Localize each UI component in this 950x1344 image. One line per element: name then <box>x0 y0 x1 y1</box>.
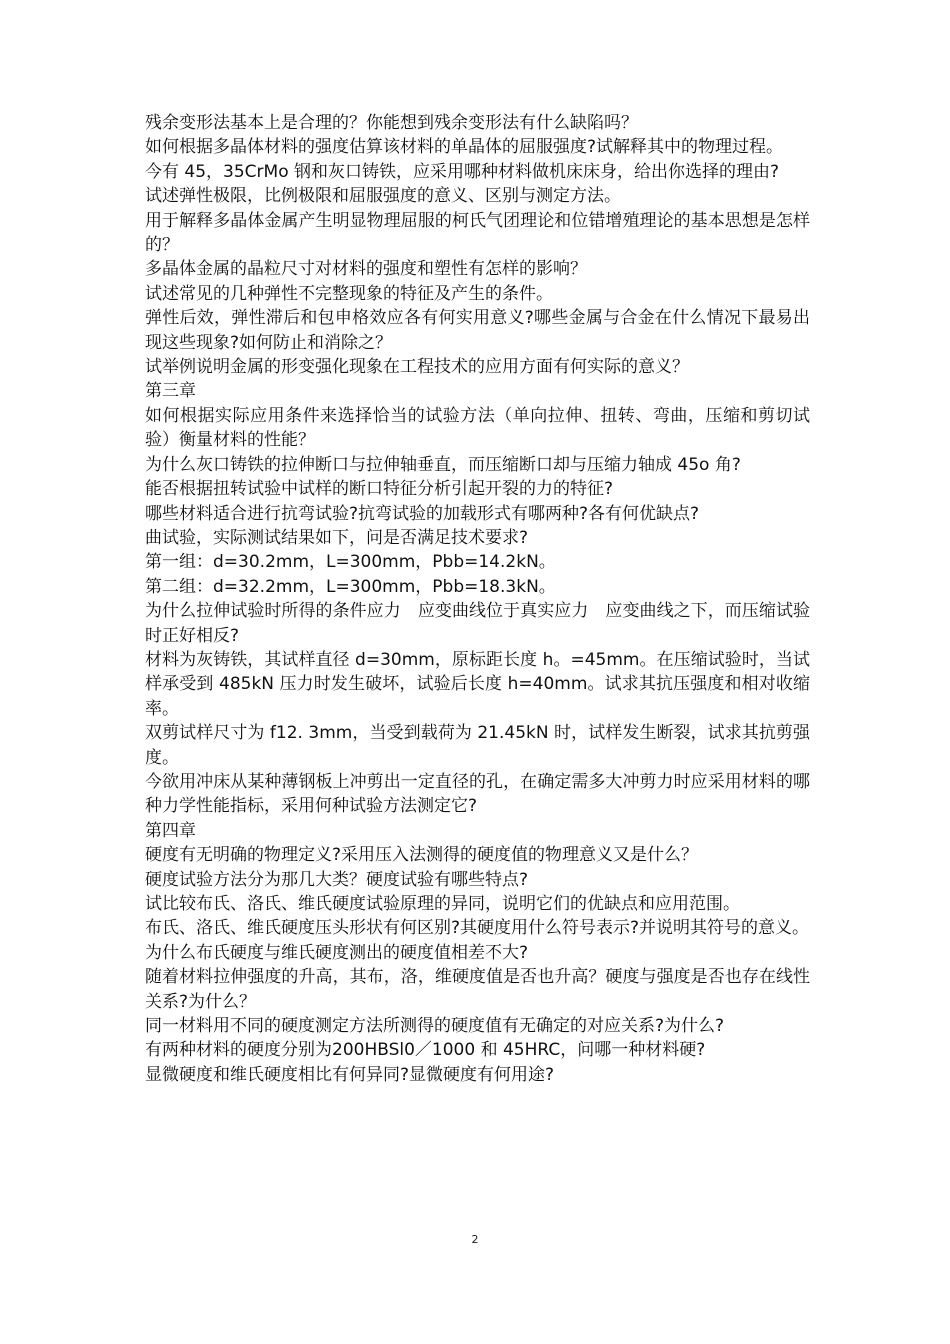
question-paragraph: 弹性后效，弹性滞后和包申格效应各有何实用意义?哪些金属与合金在什么情况下最易出现这些现象?如何防止和消除之？ <box>145 308 810 353</box>
question-paragraph: 为什么布氏硬度与维氏硬度测出的硬度值相差不大? <box>145 942 529 963</box>
question-paragraph: 多晶体金属的晶粒尺寸对材料的强度和塑性有怎样的影响？ <box>145 259 587 280</box>
question-paragraph: 试述常见的几种弹性不完整现象的特征及产生的条件。 <box>145 283 553 304</box>
chapter-heading: 第四章 <box>145 820 196 841</box>
question-paragraph: 今有 45，35CrMo 钢和灰口铸铁，应采用哪种材料做机床床身，给出你选择的理由? <box>145 161 780 182</box>
question-paragraph: 随着材料拉伸强度的升高，其布，洛，维硬度值是否也升高？硬度与强度是否也存在线性关系?为什么？ <box>145 967 810 1012</box>
question-paragraph: 材料为灰铸铁，其试样直径 d=30mm，原标距长度 h。=45mm。在压缩试验时，当试样承受到 485kN 压力时发生破坏，试验后长度 h=40mm。试求其抗压强度和相对收缩率。 <box>145 649 810 719</box>
question-paragraph: 硬度有无明确的物理定义?采用压入法测得的硬度值的物理意义又是什么？ <box>145 845 699 866</box>
question-paragraph: 同一材料用不同的硬度测定方法所测得的硬度值有无确定的对应关系?为什么? <box>145 1016 725 1037</box>
question-paragraph: 曲试验，实际测试结果如下，问是否满足技术要求? <box>145 527 529 548</box>
question-paragraph: 残余变形法基本上是合理的？你能想到残余变形法有什么缺陷吗？ <box>145 113 638 133</box>
question-paragraph: 为什么拉伸试验时所得的条件应力 应变曲线位于真实应力 应变曲线之下，而压缩试验时正好相反? <box>145 601 810 646</box>
data-line: 第二组：d=32.2mm，L=300mm，Pbb=18.3kN。 <box>145 576 556 597</box>
question-paragraph: 布氏、洛氏、维氏硬度压头形状有何区别?其硬度用什么符号表示?并说明其符号的意义。 <box>145 918 810 939</box>
document-body <box>145 111 810 1087</box>
question-paragraph: 显微硬度和维氏硬度相比有何异同?显微硬度有何用途? <box>145 1064 555 1085</box>
question-paragraph: 用于解释多晶体金属产生明显物理屈服的柯氏气团理论和位错增殖理论的基本思想是怎样的？ <box>145 210 810 256</box>
question-paragraph: 试比较布氏、洛氏、维氏硬度试验原理的异同，说明它们的优缺点和应用范围。 <box>145 894 740 914</box>
data-line: 第一组：d=30.2mm，L=300mm，Pbb=14.2kN。 <box>145 552 556 573</box>
question-paragraph: 如何根据多晶体材料的强度估算该材料的单晶体的屈服强度?试解释其中的物理过程。 <box>145 137 784 158</box>
question-paragraph: 试述弹性极限，比例极限和屈服强度的意义、区别与测定方法。 <box>145 186 621 207</box>
page-number: 2 <box>471 1233 479 1246</box>
question-paragraph: 试举例说明金属的形变强化现象在工程技术的应用方面有何实际的意义？ <box>145 357 689 378</box>
question-paragraph: 硬度试验方法分为那几大类？硬度试验有哪些特点? <box>145 869 529 890</box>
question-paragraph: 哪些材料适合进行抗弯试验?抗弯试验的加载形式有哪两种?各有何优缺点? <box>145 503 700 524</box>
question-paragraph: 双剪试样尺寸为 f12. 3mm，当受到载荷为 21.45kN 时，试样发生断裂，试求其抗剪强度。 <box>145 723 810 768</box>
question-paragraph: 有两种材料的硬度分别为200HBSl0／1000 和 45HRC，问哪一种材料硬? <box>145 1040 706 1061</box>
question-paragraph: 能否根据扭转试验中试样的断口特征分析引起开裂的力的特征? <box>145 479 614 500</box>
question-paragraph: 如何根据实际应用条件来选择恰当的试验方法（单向拉伸、扭转、弯曲，压缩和剪切试验）衡量材料的性能？ <box>145 405 810 451</box>
question-paragraph: 为什么灰口铸铁的拉伸断口与拉伸轴垂直，而压缩断口却与压缩力轴成 45o 角? <box>145 454 741 475</box>
chapter-heading: 第三章 <box>145 381 196 402</box>
question-paragraph: 今欲用冲床从某种薄钢板上冲剪出一定直径的孔，在确定需多大冲剪力时应采用材料的哪种力学性能指标，采用何种试验方法测定它? <box>145 771 810 817</box>
